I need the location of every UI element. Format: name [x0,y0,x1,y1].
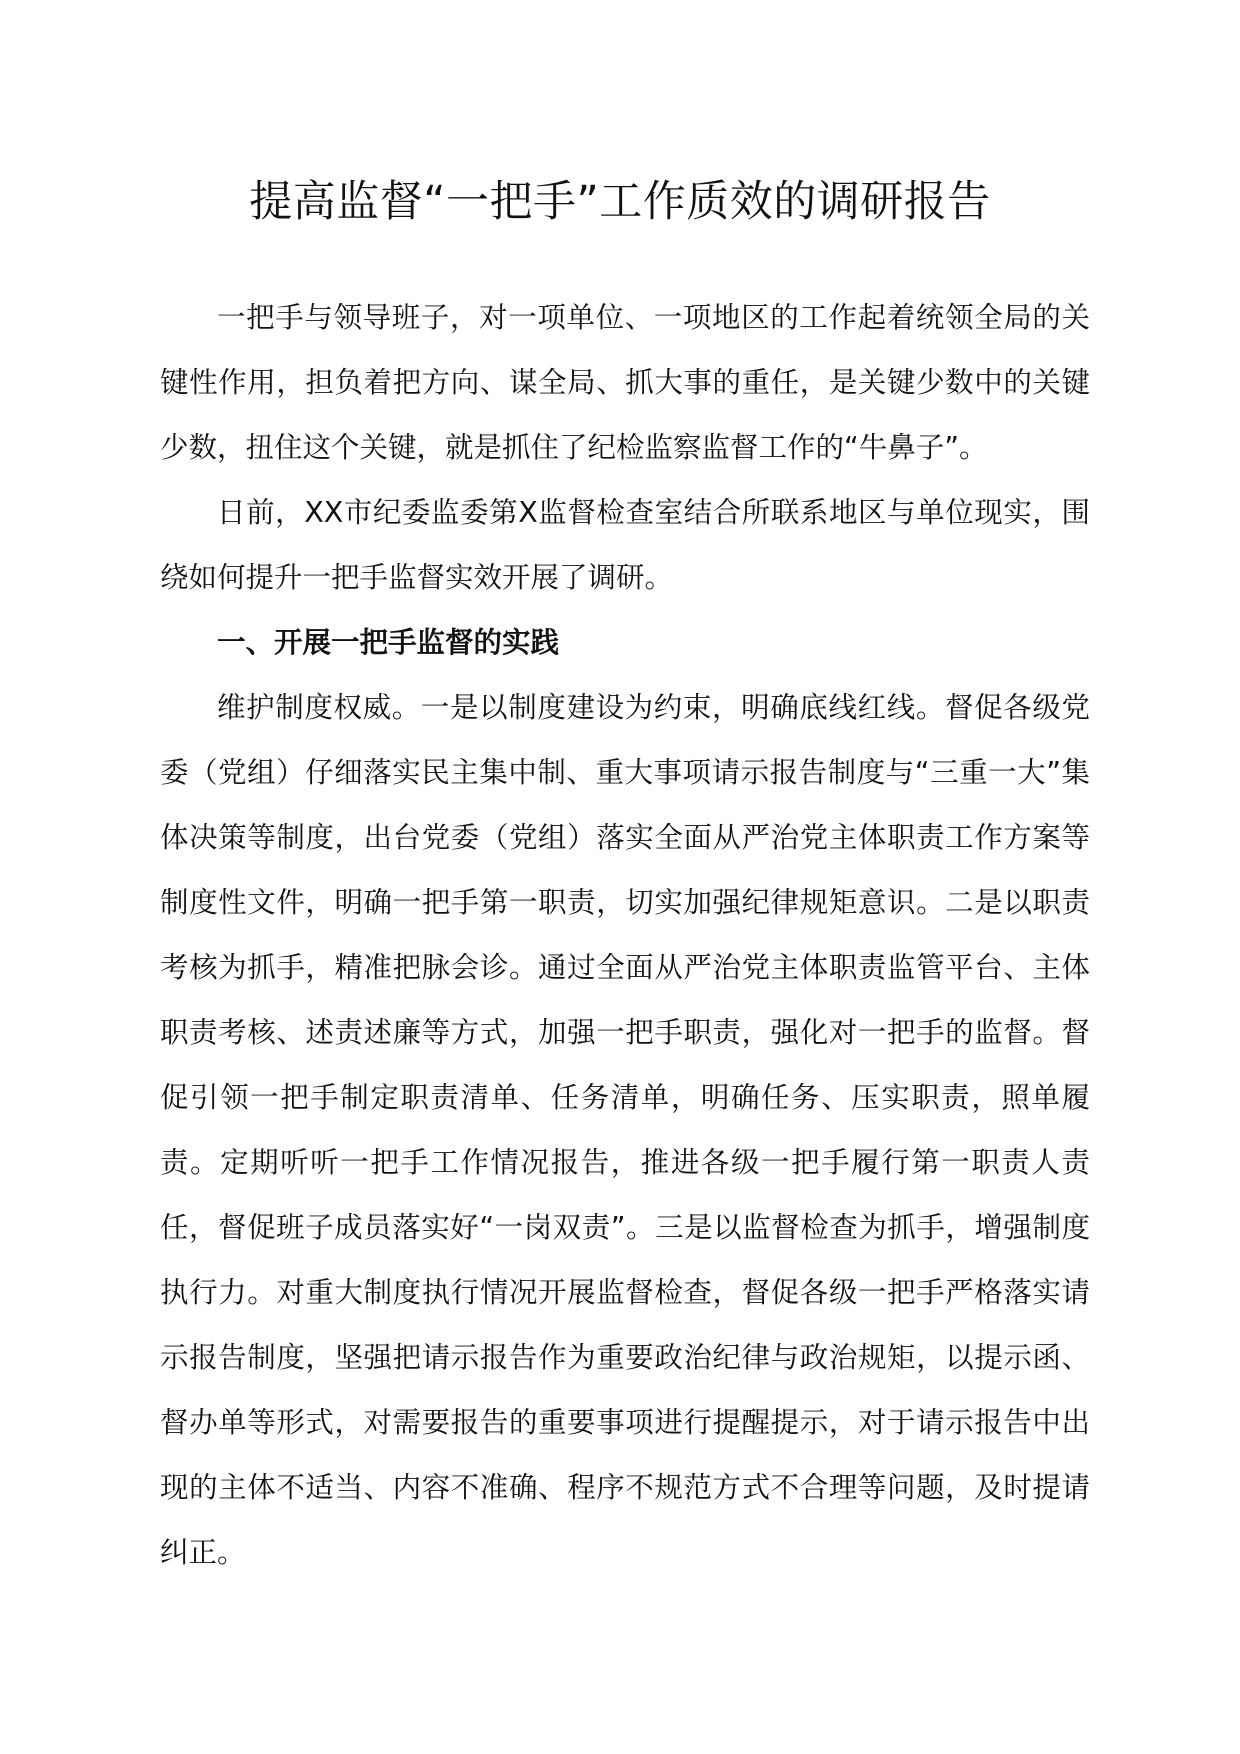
intro-paragraph: 一把手与领导班子，对一项单位、一项地区的工作起着统领全局的关键性作用，担负着把方向、谋全局、抓大事的重任，是关键少数中的关键少数，扭住这个关键，就是抓住了纪检监察监督工作的“牛鼻子”。 [160,301,1090,464]
section-paragraph: 维护制度权威。一是以制度建设为约束，明确底线红线。督促各级党委（党组）仔细落实民主集中制、重大事项请示报告制度与“三重一大”集体决策等制度，出台党委（党组）落实全面从严治党主体职责工作方案等制度性文件，明确一把手第一职责，切实加强纪律规矩意识。二是以职责考核为抓手，精准把脉会诊。通过全面从严治党主体职责监管平台、主体职责考核、述责述廉等方式，加强一把手职责，强化对一把手的监督。督促引领一把手制定职责清单、任务清单，明确任务、压实职责，照单履责。定期听听一把手工作情况报告，推进各级一把手履行第一职责人责任，督促班子成员落实好“一岗双责”。三是以监督检查为抓手，增强制度执行力。对重大制度执行情况开展监督检查，督促各级一把手严格落实请示报告制度，坚强把请示报告作为重要政治纪律与政治规矩，以提示函、督办单等形式，对需要报告的重要事项进行提醒提示，对于请示报告中出现的主体不适当、内容不准确、程序不规范方式不合理等问题，及时提请纠正。 [160,691,1090,1569]
document-body [160,285,1090,1585]
background-paragraph: 日前，XX市纪委监委第X监督检查室结合所联系地区与单位现实，围绕如何提升一把手监督实效开展了调研。 [160,496,1090,594]
section-heading: 一、开展一把手监督的实践 [217,626,560,659]
document-title: 提高监督“一把手”工作质效的调研报告 [249,177,991,227]
